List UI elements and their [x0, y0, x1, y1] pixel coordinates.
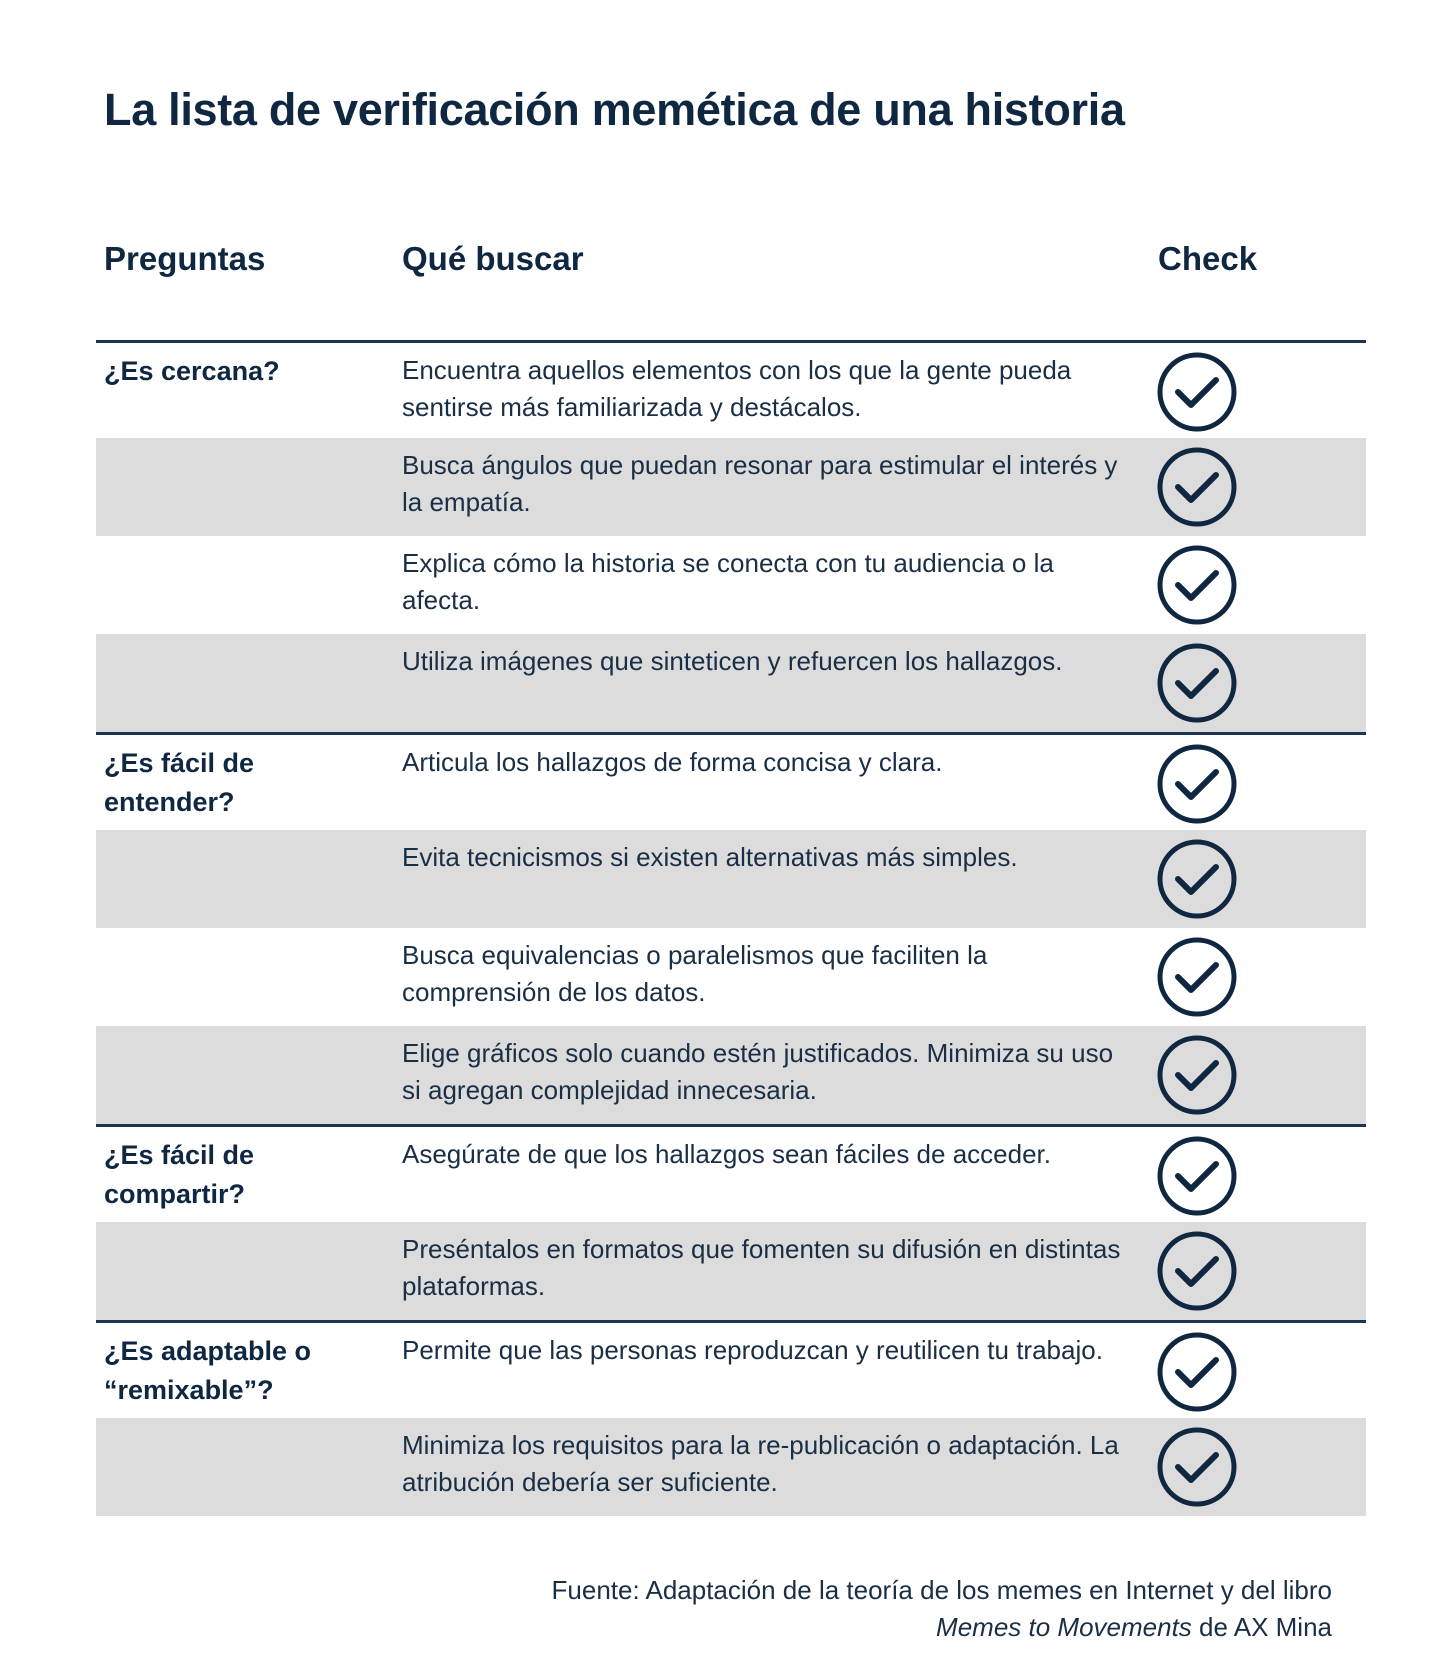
check-circle-icon	[1156, 642, 1238, 724]
question-label: ¿Es fácil de entender?	[104, 748, 255, 817]
check-circle-icon	[1156, 1135, 1238, 1217]
checklist-table	[96, 340, 1366, 1516]
check-circle-icon	[1156, 1426, 1238, 1508]
check-circle-icon	[1156, 544, 1238, 626]
table-row	[96, 438, 1366, 536]
source-note	[552, 1572, 1332, 1646]
header-check: Check	[1158, 240, 1258, 277]
table-row	[96, 1222, 1366, 1320]
criterion-text: Explica cómo la historia se conecta con tu audiencia o la afecta.	[402, 548, 1054, 615]
source-line-1: Fuente: Adaptación de la teoría de los memes en Internet y del libro	[551, 1575, 1332, 1605]
table-row	[96, 1124, 1366, 1222]
table-row	[96, 536, 1366, 634]
criterion-text: Elige gráficos solo cuando estén justificados. Minimiza su uso si agregan complejidad innecesaria.	[402, 1038, 1114, 1105]
check-circle-icon	[1156, 1230, 1238, 1312]
header-what-to-look-for: Qué buscar	[402, 240, 584, 277]
source-book-title: Memes to Movements	[936, 1612, 1192, 1642]
criterion-text: Utiliza imágenes que sinteticen y refuercen los hallazgos.	[402, 646, 1063, 676]
criterion-text: Evita tecnicismos si existen alternativas más simples.	[402, 842, 1018, 872]
table-row	[96, 732, 1366, 830]
criterion-text: Busca ángulos que puedan resonar para estimular el interés y la empatía.	[402, 450, 1118, 517]
table-row	[96, 830, 1366, 928]
check-circle-icon	[1156, 838, 1238, 920]
page-title: La lista de verificación memética de una historia	[104, 84, 1125, 135]
table-row	[96, 1320, 1366, 1418]
source-author: de AX Mina	[1191, 1612, 1332, 1642]
criterion-text: Busca equivalencias o paralelismos que faciliten la comprensión de los datos.	[402, 940, 988, 1007]
check-circle-icon	[1156, 351, 1238, 433]
criterion-text: Encuentra aquellos elementos con los que la gente pueda sentirse más familiarizada y destácalos.	[402, 355, 1072, 422]
table-row	[96, 1418, 1366, 1516]
table-row	[96, 340, 1366, 438]
check-circle-icon	[1156, 936, 1238, 1018]
table-row	[96, 634, 1366, 732]
table-row	[96, 928, 1366, 1026]
table-row	[96, 1026, 1366, 1124]
question-label: ¿Es adaptable o “remixable”?	[104, 1336, 312, 1405]
criterion-text: Preséntalos en formatos que fomenten su difusión en distintas plataformas.	[402, 1234, 1121, 1301]
header-questions: Preguntas	[104, 240, 266, 277]
question-label: ¿Es fácil de compartir?	[104, 1140, 255, 1209]
criterion-text: Articula los hallazgos de forma concisa y clara.	[402, 747, 943, 777]
criterion-text: Permite que las personas reproduzcan y reutilicen tu trabajo.	[402, 1335, 1103, 1365]
source-line-2	[552, 1609, 1332, 1646]
check-circle-icon	[1156, 1034, 1238, 1116]
criterion-text: Asegúrate de que los hallazgos sean fáciles de acceder.	[402, 1139, 1051, 1169]
check-circle-icon	[1156, 446, 1238, 528]
criterion-text: Minimiza los requisitos para la re-publicación o adaptación. La atribución debería ser suficiente.	[402, 1430, 1119, 1497]
question-label: ¿Es cercana?	[104, 356, 280, 386]
check-circle-icon	[1156, 1331, 1238, 1413]
check-circle-icon	[1156, 743, 1238, 825]
